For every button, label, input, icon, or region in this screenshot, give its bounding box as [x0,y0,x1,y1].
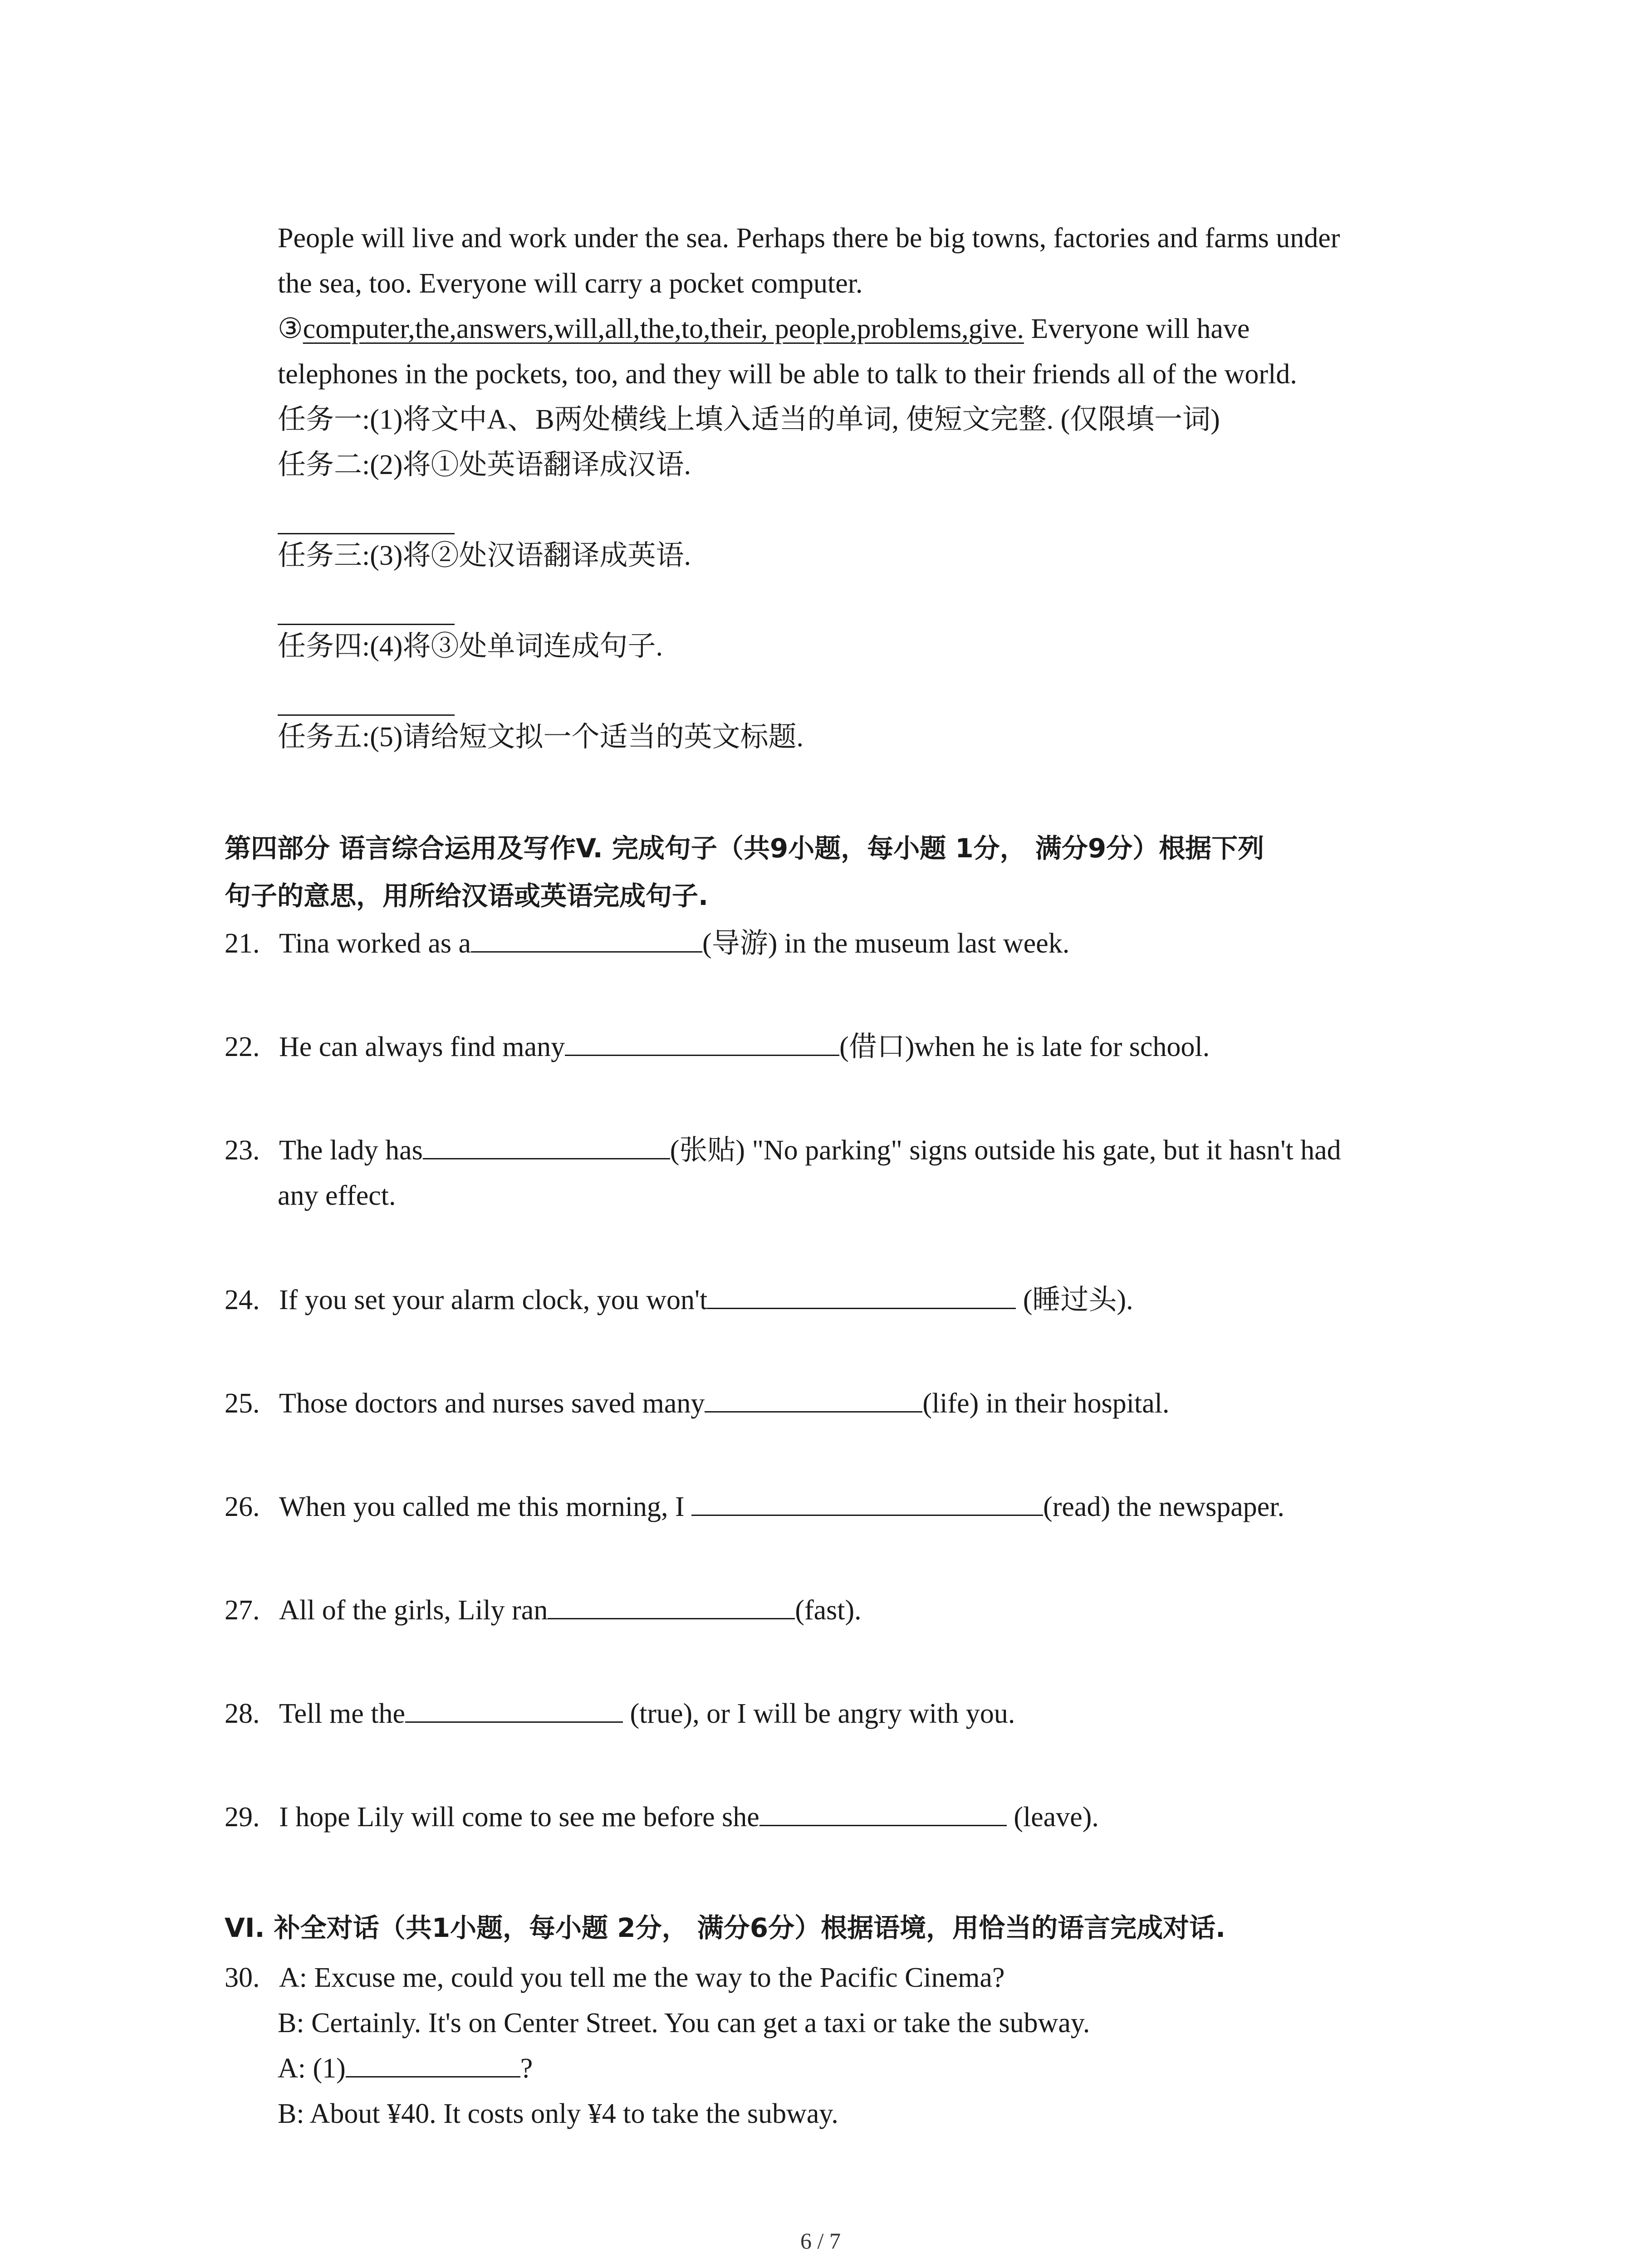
passage-line-3-rest: Everyone will have [1024,313,1250,344]
passage-line-4: telephones in the pockets, too, and they will be able to talk to their friends all of the world. [278,359,1297,390]
section-6-heading: VI. 补全对话（共1小题，每小题 2分， 满分6分）根据语境，用恰当的语言完成对话. [225,1912,1226,1943]
passage-line-3 [278,306,1250,352]
section-4-heading-line-2: 句子的意思，用所给汉语或英语完成句子. [225,880,709,911]
task-3: 任务三:(3)将②处汉语翻译成英语. [278,540,691,571]
question-24: 24. If you set your alarm clock, you won't (睡过头). [225,1277,1133,1323]
passage-line-1: People will live and work under the sea. Perhaps there be big towns, factories and farms under [278,223,1340,254]
answer-blank[interactable] [759,1797,1007,1826]
circled-three-marker: ③ [278,313,303,344]
answer-blank[interactable] [691,1486,1043,1516]
page-number: 6 / 7 [800,2228,841,2253]
task-1: 任务一:(1)将文中A、B两处横线上填入适当的单词, 使短文完整. (仅限填一词) [278,404,1220,435]
dialogue-line-4: B: About ¥40. It costs only ¥4 to take the subway. [278,2098,838,2129]
section-4-heading-line-1: 第四部分 语言综合运用及写作V. 完成句子（共9小题，每小题 1分， 满分9分）根据下列 [225,833,1264,864]
dialogue-answer-blank[interactable] [346,2048,520,2077]
answer-blank[interactable] [548,1590,795,1619]
answer-blank[interactable] [565,1026,839,1056]
answer-blank[interactable] [423,1130,670,1159]
question-22: 22. He can always find many (借口)when he is late for school. [225,1024,1210,1070]
question-23: 23. The lady has (张贴) "No parking" signs outside his gate, but it hasn't had [225,1128,1341,1173]
question-27: 27. All of the girls, Lily ran (fast). [225,1588,862,1633]
answer-blank[interactable] [471,923,702,953]
task-5: 任务五:(5)请给短文拟一个适当的英文标题. [278,722,804,753]
task-4: 任务四:(4)将③处单词连成句子. [278,631,663,662]
question-26: 26. When you called me this morning, I (read) the newspaper. [225,1484,1284,1530]
question-21: 21. Tina worked as a (导游) in the museum last week. [225,921,1069,966]
dialogue-line-2: B: Certainly. It's on Center Street. You can get a taxi or take the subway. [278,2008,1090,2038]
answer-blank[interactable] [405,1693,623,1723]
answer-blank[interactable] [705,1383,922,1413]
question-23-continued: any effect. [278,1180,396,1211]
dialogue-line-1: 30. A: Excuse me, could you tell me the way to the Pacific Cinema? [225,1962,1005,1993]
task-2: 任务二:(2)将①处英语翻译成汉语. [278,450,691,480]
dialogue-line-3: A: (1) ? [278,2046,533,2091]
question-25: 25. Those doctors and nurses saved many (life) in their hospital. [225,1381,1169,1426]
scrambled-words: computer,the,answers,will,all,the,to,their, people,problems,give. [303,313,1024,344]
question-28: 28. Tell me the (true), or I will be angry with you. [225,1691,1015,1736]
passage-line-2: the sea, too. Everyone will carry a pocket computer. [278,268,863,299]
question-29: 29. I hope Lily will come to see me before she (leave). [225,1794,1099,1840]
answer-blank[interactable] [707,1280,1016,1309]
